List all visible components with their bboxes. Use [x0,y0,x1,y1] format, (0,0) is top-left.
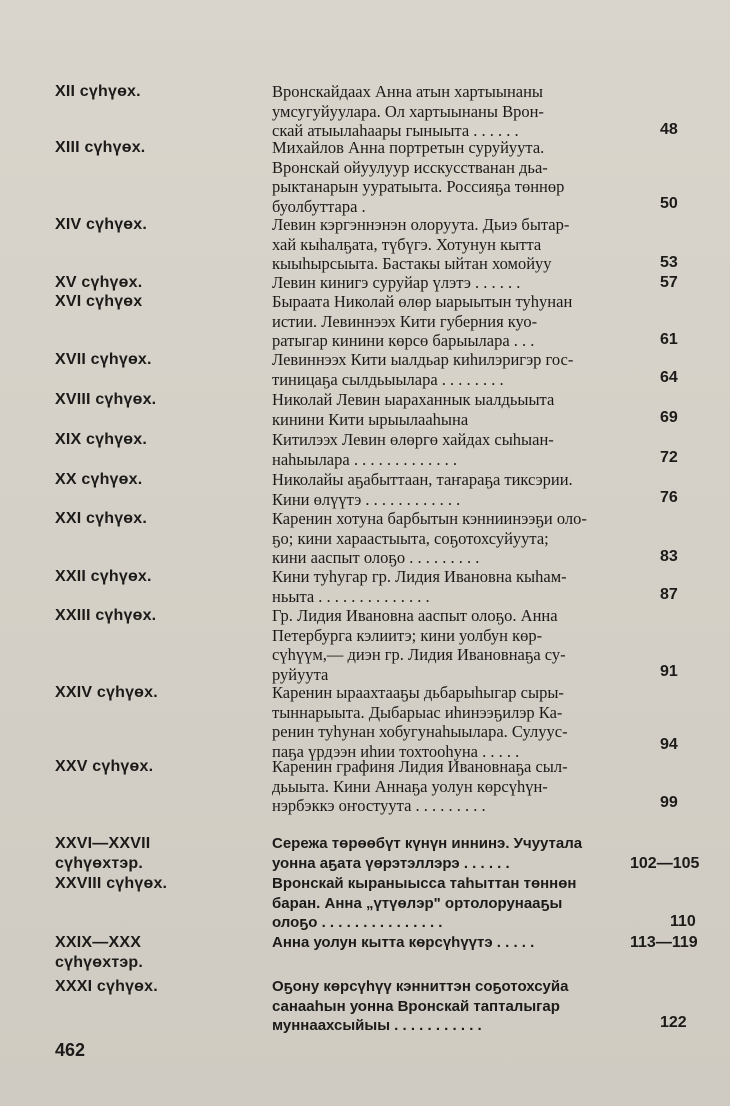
chapter-description: Кини туһугар гр. Лидия Ивановна кыһам- ньыта . . . . . . . . . . . . . . [272,567,567,606]
chapter-description: Николай Левин ыараханнык ыалдьыыта кинини Кити ырыылааһына [272,390,555,429]
chapter-description: Каренин ыраахтааҕы дьбарыһыгар сыры- тыннарыыта. Дыбарыас иһинээҕилэр Ка- ренин туһунан хобугунаһыылара. Сулуус- паҕа үрдээн иһии тохтооһуна . . . . . [272,683,568,761]
page-number: 83 [660,548,678,565]
chapter-label: XXIV сүһүөх. [55,684,158,701]
chapter-label: XXV сүһүөх. [55,758,154,775]
page-number: 61 [660,331,678,348]
page-number: 91 [660,663,678,680]
chapter-label: XXI сүһүөх. [55,510,148,527]
chapter-description: Михайлов Анна портретын суруйуута. Вронскай ойуулуур исскусстванан дьа- рыктанарын ууратыыта. Россияҕа төннөр буолбуттара . [272,138,565,216]
chapter-description: Китилээх Левин өлөргө хайдах сыһыан- наһыылара . . . . . . . . . . . . . [272,430,554,469]
chapter-description: Николайы аҕабыттаан, таҥараҕа тиксэрии. Кини өлүүтэ . . . . . . . . . . . . [272,470,573,509]
chapter-label: XII сүһүөх. [55,83,141,100]
chapter-label: XXVI—XXVII сүһүөхтэр. [55,835,151,872]
page-number: 94 [660,736,678,753]
chapter-label: XX сүһүөх. [55,471,143,488]
page-number: 113—119 [630,934,698,951]
page-number: 122 [660,1014,687,1031]
page-number: 76 [660,489,678,506]
chapter-label: XXII сүһүөх. [55,568,152,585]
page-number: 64 [660,369,678,386]
page-number: 87 [660,586,678,603]
chapter-description: Левиннээх Кити ыалдьар киһилэригэр гос- тиницаҕа сылдьыылара . . . . . . . . [272,350,574,389]
chapter-description: Каренин хотуна барбытын кэнниинээҕи оло- ҕо; кини хараастыыта, соҕотохсуйуута; кини ааспыт олоҕо . . . . . . . . . [272,509,587,568]
page-folio-number: 462 [55,1040,86,1060]
chapter-description: Каренин графиня Лидия Ивановнаҕа сыл- дьыыта. Кини Аннаҕа уолун көрсүһүн- нэрбэккэ оҥостуута . . . . . . . . . [272,757,568,816]
chapter-label: XIX сүһүөх. [55,431,148,448]
chapter-description: Левин кэргэннэнэн олоруута. Дьиэ бытар- хай кыһалҕата, түбүгэ. Хотунун кытта кыыһырсыыта. Бастакы ыйтан хомойуу [272,215,570,274]
chapter-description: Левин кинигэ суруйар үлэтэ . . . . . . [272,273,521,292]
page-number: 57 [660,274,678,291]
page-number: 48 [660,121,678,138]
chapter-label: XXIII сүһүөх. [55,607,157,624]
chapter-description: Вронскайдаах Анна атын хартыынаны умсугуйуулара. Ол хартыынаны Врон- скай атыылаһаары гыныыта . . . . . . [272,82,544,141]
chapter-label: XV сүһүөх. [55,274,143,291]
chapter-label: XVI сүһүөх [55,293,143,310]
page-number: 110 [670,913,696,930]
page-number: 53 [660,254,678,271]
chapter-description: Быраата Николай өлөр ыарыытын туһунан истии. Левиннээх Кити губерния куо- ратыгар кинини көрсө барыылара . . . [272,292,573,351]
chapter-description: Анна уолун кытта көрсүһүүтэ . . . . . [272,934,535,951]
chapter-label: XIV сүһүөх. [55,216,148,233]
chapter-description: Вронскай кыраныысса таһыттан төннөн баран. Анна „үтүөлэр" ортолорунааҕы олоҕо . . . . . . . . . . . . . . . [272,875,577,932]
chapter-label: XXVIII сүһүөх. [55,875,168,892]
chapter-label: XVIII сүһүөх. [55,391,157,408]
page-number: 102—105 [630,855,700,872]
chapter-label: XIII сүһүөх. [55,139,146,156]
chapter-label: XXIX—XXX сүһүөхтэр. [55,934,144,971]
page-number: 69 [660,409,678,426]
chapter-description: Оҕону көрсүһүү кэнниттэн соҕотохсуйа санааһын уонна Вронскай тапталыгар муннаахсыйыы . . . . . . . . . . . [272,978,569,1035]
page-number: 50 [660,195,678,212]
chapter-label: XVII сүһүөх. [55,351,152,368]
chapter-description: Гр. Лидия Ивановна ааспыт олоҕо. Анна Петербурга кэлиитэ; кини уолбун көр- сүһүүм,— диэн гр. Лидия Ивановнаҕа су- руйуута [272,606,566,684]
chapter-label: XXXI сүһүөх. [55,978,158,995]
page-number: 72 [660,449,678,466]
chapter-description: Сережа төрөөбүт күнүн иннинэ. Учуутала уонна аҕата үөрэтэллэрэ . . . . . . [272,835,583,872]
page-number: 99 [660,794,678,811]
